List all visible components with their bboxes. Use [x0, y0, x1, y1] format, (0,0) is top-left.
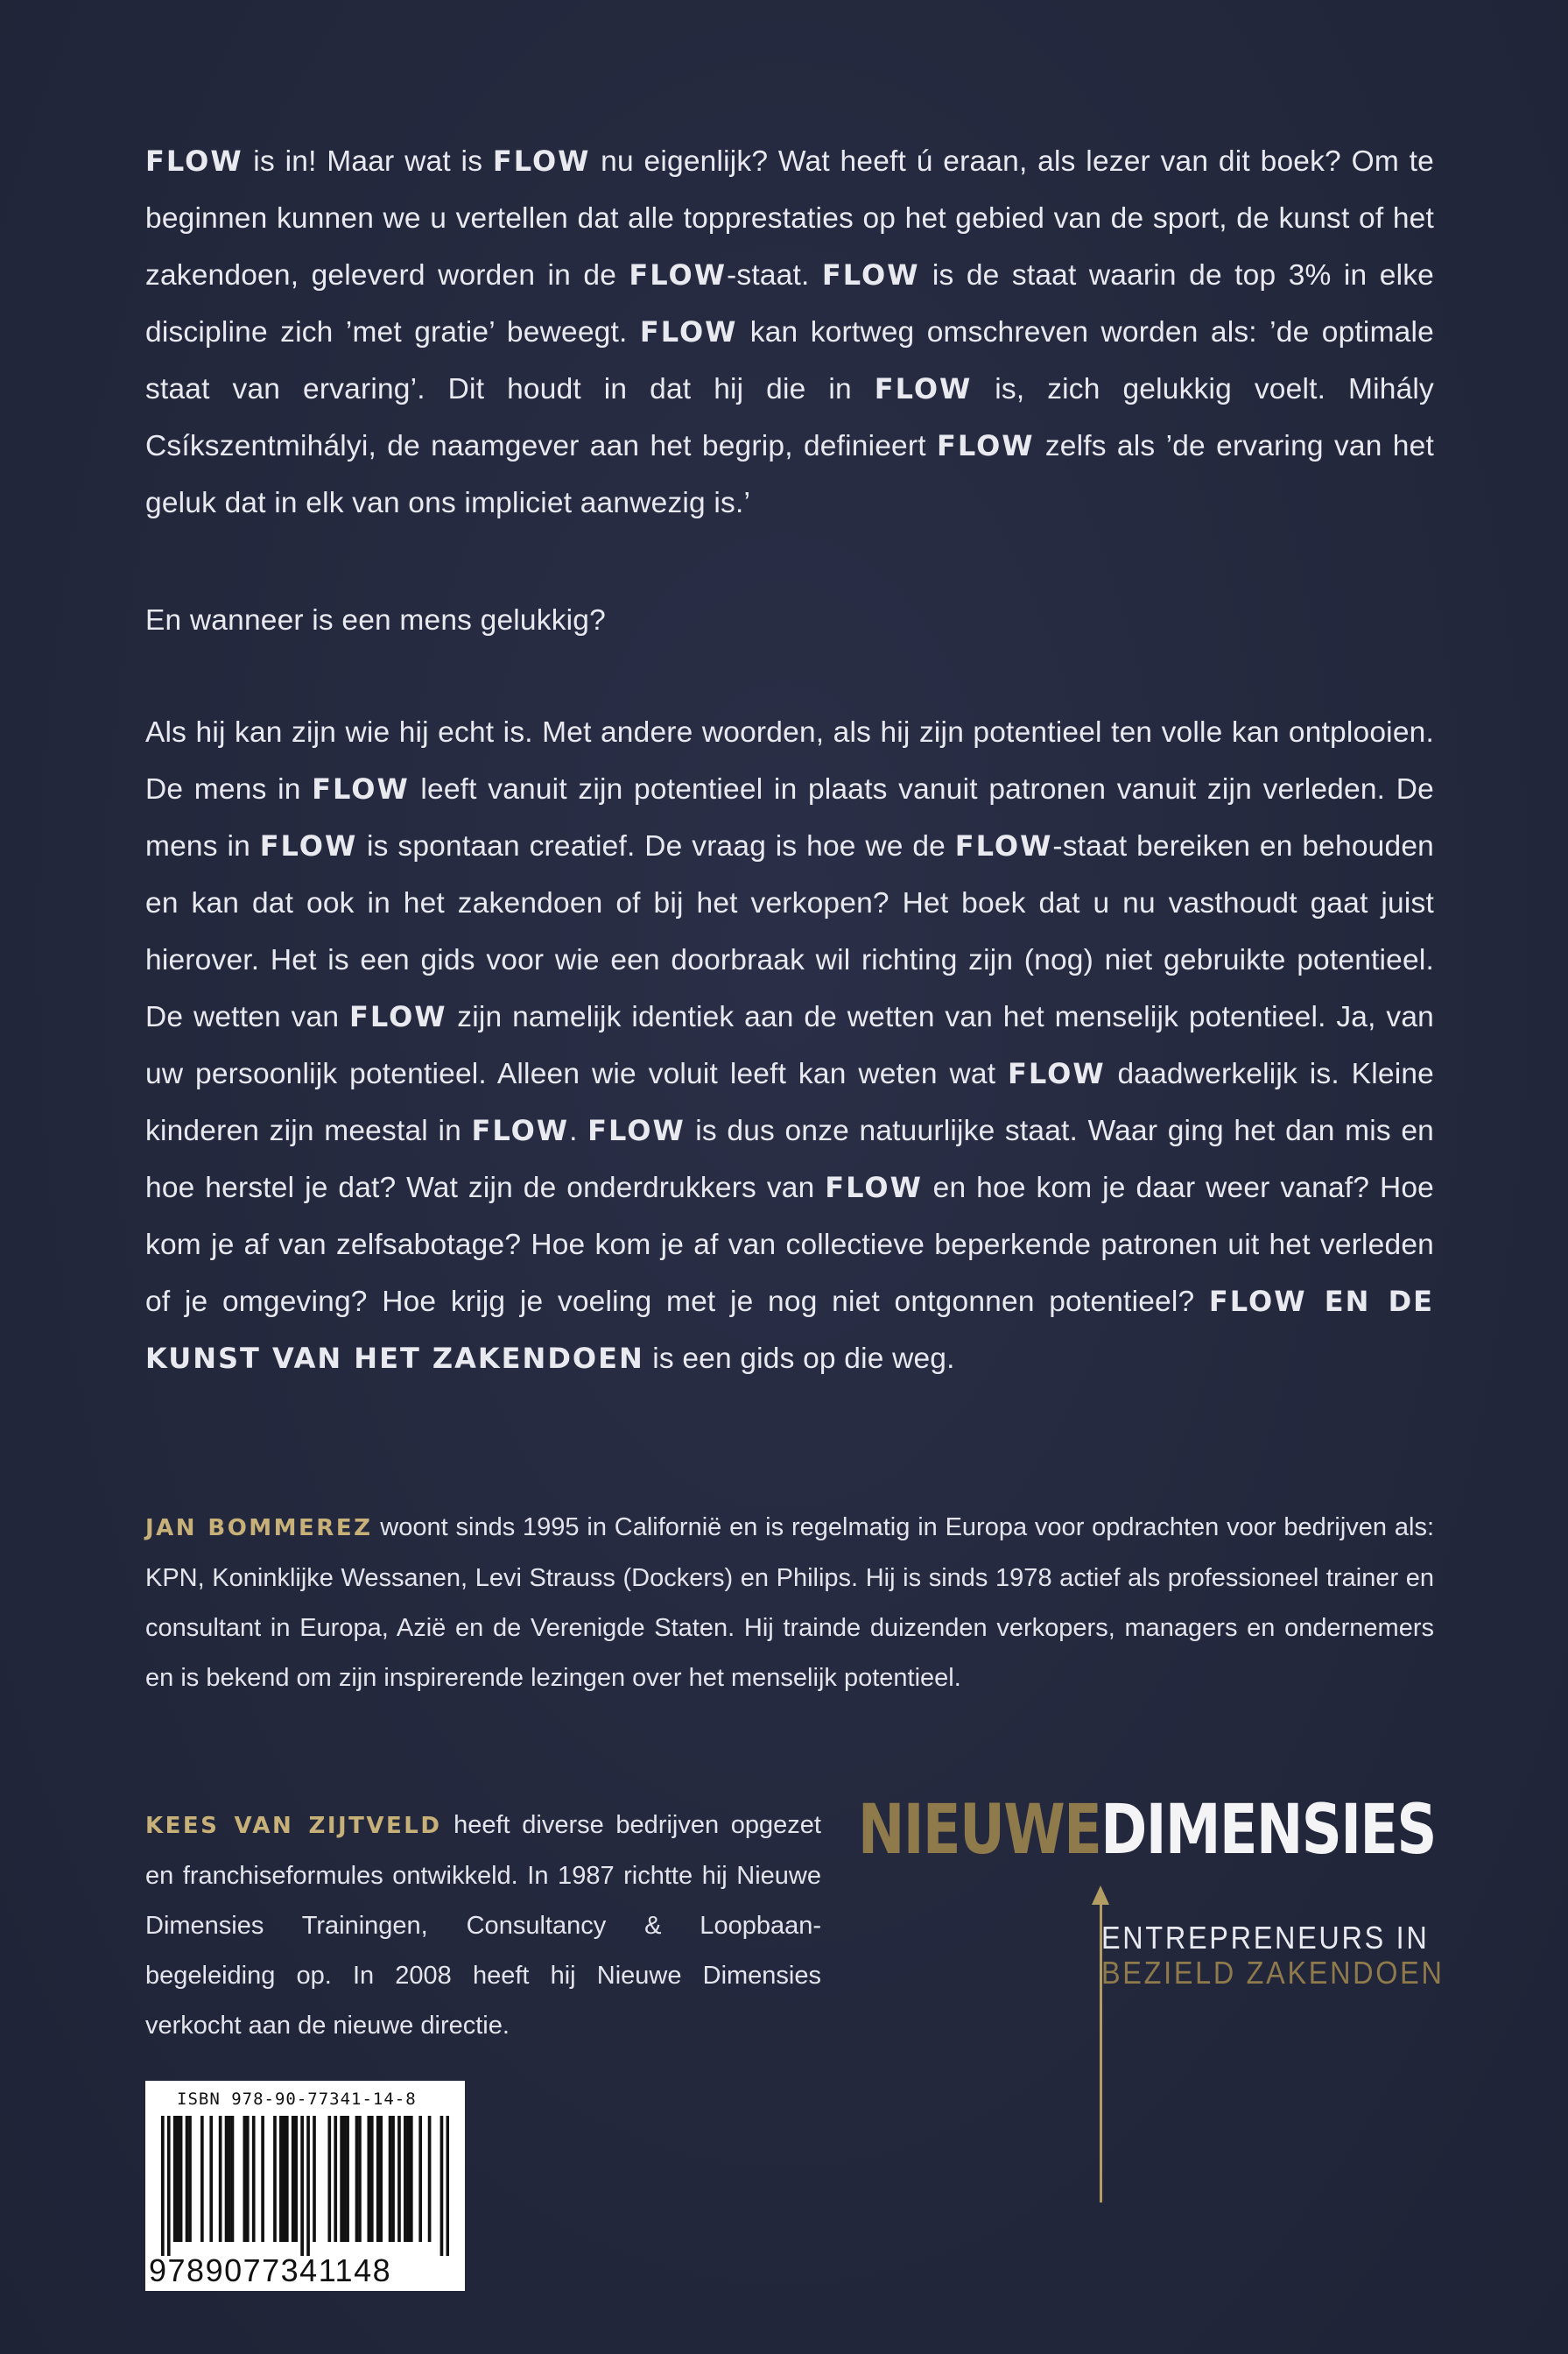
emphasis-text: FLOW [471, 1114, 570, 1147]
barcode-bar [225, 2116, 229, 2242]
author-bio-text: heeft diverse bedrijven opgezet en franchiseformules ontwikkeld. In 1987 richtte hij Nieuwe Dimensies Trainingen, Consultancy & Loopbaan-begeleiding op. In 2008 heeft hij Nieuwe Dimensies verkocht aan de nieuwe directie. [145, 1811, 821, 2040]
barcode-bar [246, 2116, 250, 2242]
emphasis-text: FLOW [954, 829, 1053, 863]
barcode-bar [370, 2116, 374, 2242]
barcode-bar [243, 2116, 247, 2242]
paragraph-text: is spontaan creatief. De vraag is hoe we de [357, 830, 955, 863]
paragraph-text: nu eigenlijk? Wat heeft ú eraan, als lezer van dit boek? Om te beginnen kunnen we u vertellen dat alle topprestaties op het gebied van de sport, de kunst of het zakendoen, geleverd worden in de [145, 145, 1434, 292]
logo-wordmark [858, 1791, 1436, 1870]
barcode-bar [313, 2116, 316, 2242]
barcode-bar [176, 2116, 179, 2242]
barcode-bar [446, 2116, 449, 2256]
emphasis-text: FLOW [145, 144, 243, 178]
barcode-bar [188, 2116, 192, 2242]
barcode-bar [294, 2116, 298, 2242]
barcode-bar [228, 2116, 231, 2242]
emphasis-text: FLOW EN DE KUNST VAN HET ZAKENDOEN [145, 1285, 1434, 1375]
blurb-paragraph-2 [145, 592, 1434, 649]
barcode-bar [285, 2116, 289, 2242]
paragraph-text: zelfs als ’de ervaring van het geluk dat in elk van ons impliciet aanwezig is.’ [145, 430, 1434, 519]
logo-tagline-2: BEZIELD ZAKENDOEN [1101, 1955, 1445, 1991]
paragraph-text: is dus onze natuurlijke staat. Waar ging het dan mis en hoe herstel je dat? Wat zijn de onderdrukkers van [145, 1115, 1435, 1204]
barcode-bar [340, 2116, 343, 2242]
barcode-bar [334, 2116, 337, 2242]
emphasis-text: FLOW [259, 829, 358, 863]
barcode-bar [186, 2116, 189, 2242]
barcode-bar [219, 2116, 222, 2242]
barcode-bar [261, 2116, 264, 2242]
barcode-bar [404, 2116, 407, 2242]
barcode-bar [389, 2116, 392, 2242]
logo-wordmark-part1: NIEUWE [858, 1791, 1101, 1870]
barcode-bar [167, 2116, 171, 2256]
paragraph-text: leeft vanuit zijn potentieel in plaats vanuit patronen vanuit zijn verleden. De mens in [145, 773, 1434, 863]
paragraph-text: -staat bereiken en behouden en kan dat ook in het zakendoen of bij het verkopen? Het boek dat u nu vasthoudt gaat juist hierover. Het is een gids voor wie een doorbraak wil richting zijn (nog) niet gebruikte potentieel. De wetten van [145, 830, 1434, 1033]
barcode-bar [379, 2116, 383, 2242]
barcode-bar [300, 2116, 304, 2256]
emphasis-text: FLOW [825, 1171, 923, 1204]
paragraph-text: kan kortweg omschreven worden als: ’de optimale staat van ervaring’. Dit houdt in dat hij die in [145, 316, 1434, 405]
paragraph-text: en hoe kom je daar weer vanaf? Hoe kom je af van zelfsabotage? Hoe kom je af van collectieve beperkende patronen uit het verleden of je omgeving? Hoe krijg je voeling met je nog niet ontgonnen potentieel? [145, 1172, 1434, 1318]
barcode-bar [283, 2116, 286, 2242]
paragraph-text: . [569, 1115, 588, 1147]
barcode-bar [397, 2116, 401, 2242]
emphasis-text: FLOW [874, 372, 973, 405]
barcode-bar [358, 2116, 362, 2242]
logo-wordmark-part2: DIMENSIES [1100, 1791, 1436, 1870]
emphasis-text: FLOW [936, 429, 1035, 462]
barcode-digits: 9789077341148 [149, 2252, 392, 2288]
paragraph-text: En wanneer is een mens gelukkig? [145, 604, 606, 637]
barcode-bar [179, 2116, 183, 2242]
barcode-bar [355, 2116, 359, 2242]
barcode-bar [407, 2116, 411, 2242]
author-name: KEES VAN ZIJTVELD [145, 1813, 442, 1839]
barcode-bar [418, 2116, 422, 2242]
paragraph-text: is de staat waarin de top 3% in elke discipline zich ’met gratie’ beweegt. [145, 259, 1435, 349]
barcode-bars [161, 2116, 449, 2256]
emphasis-text: FLOW [312, 772, 410, 806]
barcode-bar [200, 2116, 204, 2242]
author-bio-jan-bommerez [145, 1503, 1434, 1703]
barcode-bar [279, 2116, 283, 2242]
isbn-label: ISBN 978-90-77341-14-8 [177, 2090, 417, 2109]
barcode-bar [273, 2116, 277, 2242]
barcode-bar [346, 2116, 349, 2242]
barcode-bar [440, 2116, 444, 2256]
blurb-paragraph-1 [145, 133, 1434, 532]
barcode-bar [292, 2116, 295, 2242]
barcode-bar [252, 2116, 256, 2242]
blurb-paragraph-3 [145, 704, 1434, 1387]
author-bio-kees-van-zijtveld [145, 1801, 821, 2051]
paragraph-text: is in! Maar wat is [243, 145, 493, 178]
publisher-logo [858, 1791, 1445, 2202]
barcode-bar [306, 2116, 310, 2256]
emphasis-text: FLOW [492, 144, 591, 178]
emphasis-text: FLOW [821, 258, 920, 292]
barcode-bar [161, 2116, 165, 2256]
isbn-barcode [145, 2081, 465, 2291]
paragraph-text: Als hij kan zijn wie hij echt is. Met andere woorden, als hij zijn potentieel ten volle kan ontplooien. De mens in [145, 716, 1434, 806]
author-name: JAN BOMMEREZ [145, 1515, 373, 1541]
emphasis-text: FLOW [629, 258, 728, 292]
emphasis-text: FLOW [587, 1114, 686, 1147]
barcode-bar [209, 2116, 213, 2242]
emphasis-text: FLOW [1008, 1057, 1106, 1090]
barcode-bar [343, 2116, 347, 2242]
barcode-bar [327, 2116, 331, 2242]
barcode-bar [173, 2116, 177, 2242]
emphasis-text: FLOW [639, 315, 738, 349]
barcode-bar [367, 2116, 370, 2242]
paragraph-text: is, zich gelukkig voelt. Mihály Csíkszentmihályi, de naamgever aan het begrip, definieert [145, 373, 1434, 462]
paragraph-text: is een gids op die weg. [643, 1343, 955, 1375]
paragraph-text: zijn namelijk identiek aan de wetten van het menselijk potentieel. Ja, van uw persoonlijk potentieel. Alleen wie voluit leeft kan weten wat [145, 1001, 1434, 1090]
paragraph-text: -staat. [727, 259, 822, 292]
logo-tagline-1: ENTREPRENEURS IN [1101, 1920, 1430, 1956]
author-bio-text: woont sinds 1995 in Californië en is regelmatig in Europa voor opdrachten voor bedrijven als: KPN, Koninklijke Wessanen, Levi Strauss (Dockers) en Philips. Hij is sinds 1978 actief als professioneel trainer en consultant in Europa, Azië en de Verenigde Staten. Hij trainde duizenden verkopers, managers en ondernemers en is bekend om zijn inspirerende lezingen over het menselijk potentieel. [145, 1513, 1435, 1692]
barcode-bar [231, 2116, 235, 2242]
barcode-bar [376, 2116, 380, 2242]
paragraph-text: daadwerkelijk is. Kleine kinderen zijn meestal in [145, 1058, 1435, 1147]
barcode-bar [391, 2116, 395, 2242]
barcode-bar [428, 2116, 432, 2242]
barcode-bar [410, 2116, 413, 2242]
emphasis-text: FLOW [348, 1000, 447, 1033]
